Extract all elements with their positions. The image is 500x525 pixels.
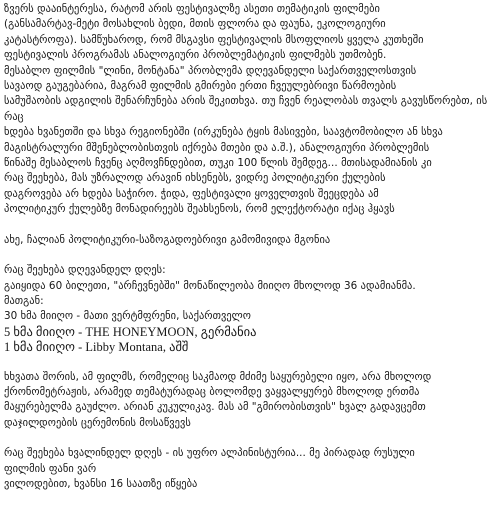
- notes-paragraph: [4, 370, 494, 432]
- paragraph-gap: [4, 218, 494, 233]
- tomorrow-paragraph: [4, 446, 494, 492]
- text-line: სამუშაობის ადგილის შენარჩუნება არის შეკითხვა. თუ ჩვენ რეალობას თვალს გავუსწორებთ, ის რაც: [4, 95, 488, 123]
- text-line: რაც შეეხება, მას უზრალოდ არავინ იხსენებს, ვიდრე პოლიტიკური ქულების: [4, 172, 386, 185]
- text-line: ზვერს დააინტერესა, რატომ არის ფესტივალზე ასეთი თემატიკის ფილმები: [4, 3, 380, 15]
- text-line: დაგროვება არ ხდება საჭირო. ჭიდა, ფესტივალი ყოველთვის შეეცდება ამ: [4, 187, 379, 200]
- text-line: ხდება ხვანეთში და სხვა რეგიონებში (ირკუნება ტყის მასივები, საავტომობილო ან სხვა: [4, 126, 443, 139]
- text-line: მესაბლო ფილმის "ლინი, მონტანა" პრობლემა დღევანდელი საქართველოსთვის: [4, 64, 417, 77]
- text-line: დაჯილდოების ცერემონის მოსაწვევს: [4, 416, 191, 429]
- text-line: პოლიტიკურ ქულებზე მონადირეებს შეახსენოს, რომ ელექტორატი იქაც ჰყავს: [4, 203, 395, 216]
- vote-result-line: 1 ხმა მიიღო - Libby Montana, აშშ: [4, 340, 189, 355]
- text-line: (განსამარტავ-მეტი მოსახლის ბედი, მთის ფლორა და ფაუნა, ეკოლოგიური: [4, 18, 386, 31]
- today-section: [4, 263, 494, 355]
- vote-result-line: 30 ხმა მიიღო - მათი ვერტმფრენი, საქართველო: [4, 310, 252, 323]
- text-line: კატასტროფა). სამწუხაროდ, რომ მსგავსი ფესტივალის მსოფლიოს ყველა კუთხეში: [4, 33, 424, 46]
- paragraph-gap: [4, 356, 494, 370]
- text-line: წინაშე მესაბლოს ჩვენც აღმოვჩნდებით, თუკი 100 წლის შემდეგ... მთისადამიანის კი: [4, 157, 432, 170]
- paragraph-gap: [4, 431, 494, 446]
- tickets-sold-line: გაიყიდა 60 ბილეთი, "არჩევნებში" მონაწილეობა მიიღო მხოლოდ 36 ადამიანმა.: [4, 279, 416, 292]
- text-line: ფილმის ფანი ვარ: [4, 462, 97, 475]
- today-heading: რაც შეეხება დღევანდელ დღეს:: [4, 264, 166, 277]
- text-line: ვილოდებით, ხვანსი 16 საათზე იწყება: [4, 477, 198, 490]
- votes-label: მათგან:: [4, 294, 44, 307]
- votes-list: [4, 309, 494, 355]
- closing-line: ახე, ჩალიან პოლიტიკური-საზოგადოებრივი გამომივიდა მგონია: [4, 233, 331, 246]
- text-line: ქრონომეტრაჟის, არამედ თემატურადაც ბოლომდე ვაყვალყურებ მხოლოდ ერთმა: [4, 385, 420, 398]
- text-line: ფესტივალის პროგრამას ანალოგიური პრობლემატიკის ფილმებს უთმობენ.: [4, 49, 387, 62]
- text-line: სავაოდ გაუგებარია, მაგრამ ფილმის გმირები ერთი ჩვეულებრივი წარმოების: [4, 80, 397, 93]
- paragraph-gap: [4, 248, 494, 263]
- text-line: ხხვათა შორის, ამ ფილმს, რომელიც საკმაოდ მძიმე საყურებელი იყო, არა მხოლოდ: [4, 370, 432, 383]
- text-line: რაც შეეხება ხვალინდელ დღეს - ის უფრო ალპინისტურია... მე პირადად რუსული: [4, 447, 415, 460]
- text-line: მაყურებელმა გაუძლო. არიან კუკულიკავ. მას ამ "გმირობისთვის" ხვალ გადავცემთ: [4, 401, 426, 414]
- vote-result-line: 5 ხმა მიიღო - THE HONEYMOON, გერმანია: [4, 324, 257, 339]
- text-line: მაგისტრალური მშენებლობისთვის იქრება მთები და ა.შ.), ანალოგიური პრობლემის: [4, 141, 430, 154]
- intro-paragraph: [4, 2, 494, 218]
- document-page: [4, 2, 494, 492]
